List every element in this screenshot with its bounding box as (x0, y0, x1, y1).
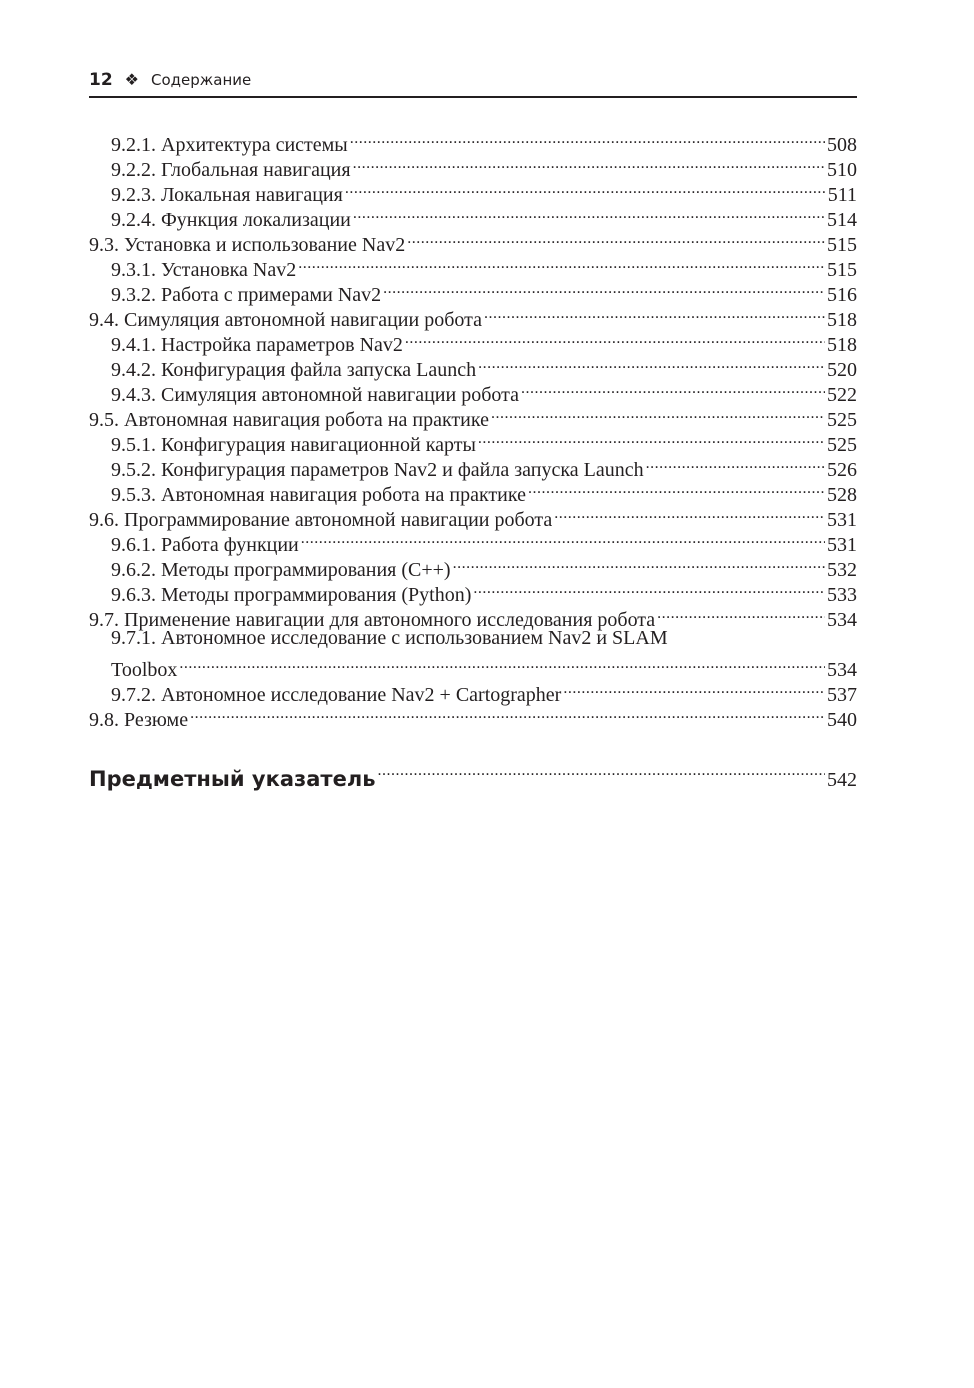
dot-leader (478, 426, 825, 451)
toc-entry-page: 511 (827, 184, 857, 206)
table-of-contents (89, 126, 857, 791)
dot-leader (190, 701, 825, 726)
toc-section-page: 525 (827, 409, 857, 431)
dot-leader (563, 676, 825, 701)
toc-entry-label: 9.5.1. Конфигурация навигационной карты (111, 434, 476, 456)
toc-entry-page: 515 (827, 259, 857, 281)
dot-leader (345, 176, 826, 201)
toc-section[interactable] (89, 701, 857, 731)
toc-section-page: 534 (827, 609, 857, 631)
toc-entry[interactable] (89, 626, 857, 681)
toc-entry-label: 9.4.2. Конфигурация файла запуска Launch (111, 359, 477, 381)
toc-section-label: 9.3. Установка и использование Nav2 (89, 234, 406, 256)
toc-section-label: 9.5. Автономная навигация робота на практике (89, 409, 489, 431)
dot-leader (484, 301, 825, 326)
toc-entry-label: 9.2.2. Глобальная навигация (111, 159, 351, 181)
dot-leader (353, 201, 825, 226)
dot-leader (528, 476, 825, 501)
ornament-icon: ❖ (124, 70, 140, 89)
toc-entry-page: 510 (827, 159, 857, 181)
index-label: Предметный указатель (89, 767, 376, 791)
toc-section-label: 9.8. Резюме (89, 709, 189, 731)
toc-section-page: 518 (827, 309, 857, 331)
toc-entry-page: 518 (827, 334, 857, 356)
toc-entry-page: 534 (827, 659, 857, 681)
running-head-title: Содержание (151, 71, 252, 89)
toc-entry-page: 508 (827, 134, 857, 156)
toc-entry-page: 531 (827, 534, 857, 556)
dot-leader (554, 501, 825, 526)
toc-entry-label: 9.6.2. Методы программирования (C++) (111, 559, 451, 581)
toc-entry-page: 525 (827, 434, 857, 456)
toc-entry-label: 9.4.1. Настройка параметров Nav2 (111, 334, 403, 356)
dot-leader (298, 251, 825, 276)
dot-leader (407, 226, 825, 251)
toc-index-entry[interactable] (89, 756, 857, 791)
dot-leader (478, 351, 825, 376)
dot-leader (521, 376, 825, 401)
toc-entry-label: 9.3.2. Работа с примерами Nav2 (111, 284, 382, 306)
toc-section-label: 9.6. Программирование автономной навигации робота (89, 509, 553, 531)
dot-leader (453, 551, 825, 576)
toc-entry-page: 522 (827, 384, 857, 406)
dot-leader (657, 601, 825, 626)
page (89, 70, 857, 791)
toc-entry-page: 533 (827, 584, 857, 606)
toc-entry-page: 537 (827, 684, 857, 706)
toc-entry-label: 9.3.1. Установка Nav2 (111, 259, 297, 281)
toc-section-page: 531 (827, 509, 857, 531)
toc-entry-label: 9.6.3. Методы программирования (Python) (111, 584, 472, 606)
toc-entry[interactable] (89, 126, 857, 156)
page-number: 12 (89, 70, 113, 90)
toc-entry-label: 9.7.2. Автономное исследование Nav2 + Cartographer (111, 684, 562, 706)
toc-entry-label-continuation: Toolbox (111, 659, 178, 681)
toc-entry-label: 9.4.3. Симуляция автономной навигации робота (111, 384, 519, 406)
dot-leader (353, 151, 825, 176)
dot-leader (383, 276, 825, 301)
toc-entry-label: 9.7.1. Автономное исследование с использованием Nav2 и SLAM (111, 627, 668, 649)
dot-leader (179, 651, 825, 676)
dot-leader (646, 451, 825, 476)
toc-entry-label: 9.2.4. Функция локализации (111, 209, 351, 231)
dot-leader (491, 401, 825, 426)
toc-entry-page: 528 (827, 484, 857, 506)
toc-entry-page: 520 (827, 359, 857, 381)
toc-section-label: 9.4. Симуляция автономной навигации робота (89, 309, 482, 331)
running-head (89, 70, 857, 98)
toc-entry[interactable] (89, 676, 857, 706)
toc-entry-page: 514 (827, 209, 857, 231)
toc-entry-page: 526 (827, 459, 857, 481)
index-page: 542 (827, 769, 857, 791)
dot-leader (405, 326, 825, 351)
dot-leader (301, 526, 825, 551)
toc-entry-page: 532 (827, 559, 857, 581)
toc-entry-label: 9.2.3. Локальная навигация (111, 184, 343, 206)
dot-leader (377, 756, 825, 786)
toc-entry-label: 9.5.2. Конфигурация параметров Nav2 и файла запуска Launch (111, 459, 644, 481)
dot-leader (350, 126, 825, 151)
toc-entry-page: 516 (827, 284, 857, 306)
dot-leader (473, 576, 825, 601)
toc-section-page: 540 (827, 709, 857, 731)
toc-section-label: 9.7. Применение навигации для автономного исследования робота (89, 609, 656, 631)
toc-entry-label: 9.2.1. Архитектура системы (111, 134, 348, 156)
toc-section-page: 515 (827, 234, 857, 256)
toc-entry-label: 9.5.3. Автономная навигация робота на практике (111, 484, 526, 506)
toc-entry-label: 9.6.1. Работа функции (111, 534, 299, 556)
